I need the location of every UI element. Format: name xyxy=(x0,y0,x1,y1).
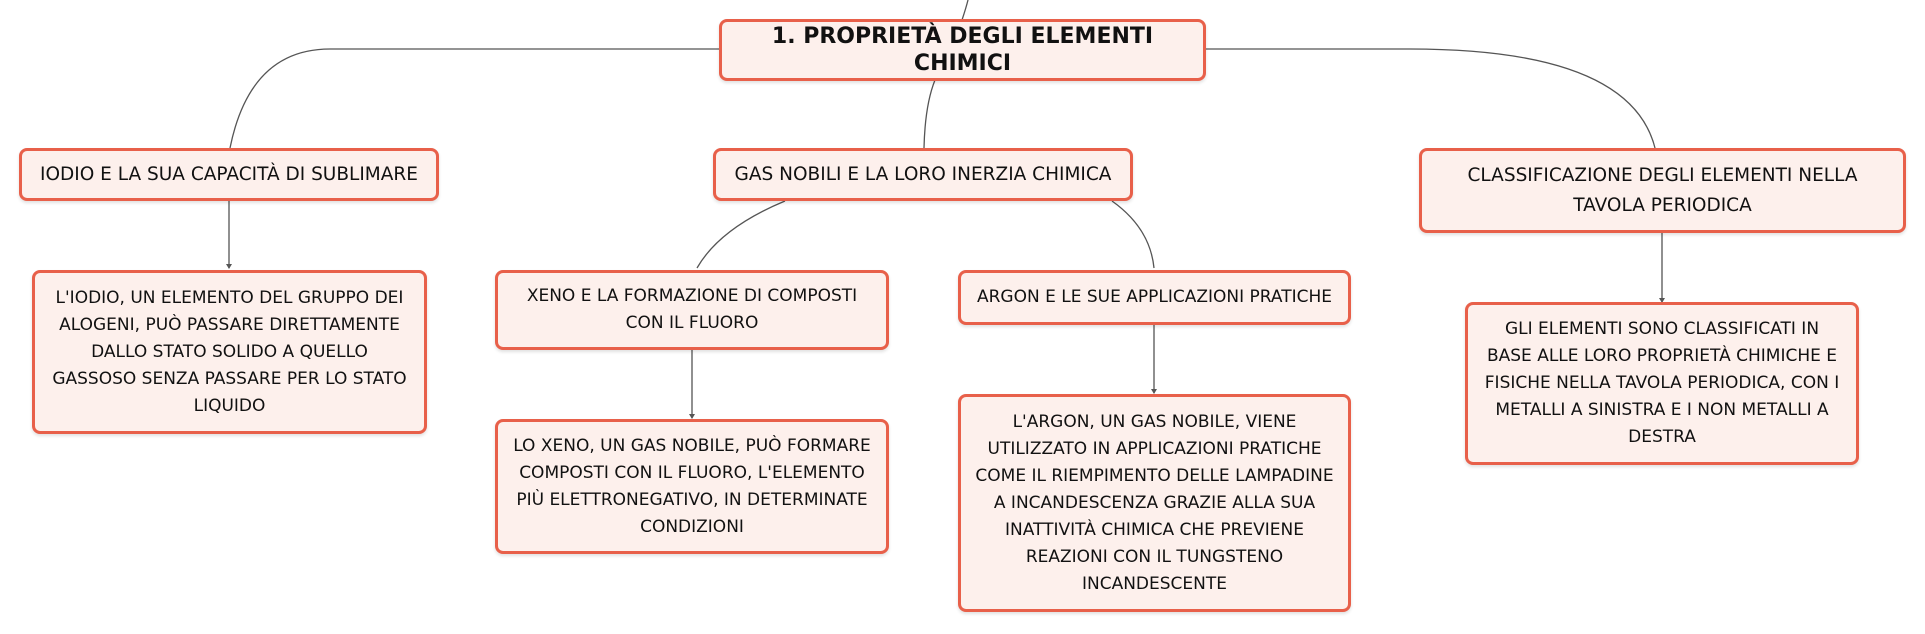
branch-gas-nobili-label: GAS NOBILI E LA LORO INERZIA CHIMICA xyxy=(734,163,1112,185)
root-label: 1. PROPRIETÀ DEGLI ELEMENTI CHIMICI xyxy=(771,24,1154,76)
branch-iodio-node[interactable] xyxy=(19,148,439,201)
arrowhead-iodio-detail xyxy=(226,264,232,269)
connector-root-to-classificazione xyxy=(1205,49,1655,148)
argon-label: ARGON E LE SUE APPLICAZIONI PRATICHE xyxy=(976,287,1333,307)
branch-gas-nobili-node[interactable] xyxy=(713,148,1133,201)
detail-classificazione-node[interactable] xyxy=(1465,302,1859,465)
branch-classificazione-node[interactable] xyxy=(1419,148,1906,233)
root-node[interactable] xyxy=(719,19,1206,81)
detail-iodio-node[interactable] xyxy=(32,270,427,434)
connector-gas-nobili-to-argon xyxy=(1112,201,1154,268)
branch-classificazione-label: CLASSIFICAZIONE DEGLI ELEMENTI NELLA TAVOLA PERIODICA xyxy=(1467,164,1858,216)
detail-argon-node[interactable] xyxy=(958,394,1351,612)
argon-node[interactable] xyxy=(958,270,1351,325)
xeno-node[interactable] xyxy=(495,270,889,350)
detail-xeno-text: LO XENO, UN GAS NOBILE, PUÒ FORMARE COMPOSTI CON IL FLUORO, L'ELEMENTO PIÙ ELETTRONEGATIVO, IN DETERMINATE CONDIZIONI xyxy=(513,435,871,537)
connector-parent-to-root xyxy=(962,0,968,20)
branch-iodio-label: IODIO E LA SUA CAPACITÀ DI SUBLIMARE xyxy=(40,163,418,185)
detail-classificazione-text: GLI ELEMENTI SONO CLASSIFICATI IN BASE ALLE LORO PROPRIETÀ CHIMICHE E FISICHE NELLA TAVOLA PERIODICA, CON I METALLI A SINISTRA E I NON METALLI A DESTRA xyxy=(1484,319,1840,447)
xeno-label: XENO E LA FORMAZIONE DI COMPOSTI CON IL FLUORO xyxy=(526,286,858,333)
connector-gas-nobili-to-xeno xyxy=(697,201,785,268)
detail-argon-text: L'ARGON, UN GAS NOBILE, VIENE UTILIZZATO IN APPLICAZIONI PRATICHE COME IL RIEMPIMENTO DELLE LAMPADINE A INCANDESCENZA GRAZIE ALLA SUA INATTIVITÀ CHIMICA CHE PREVIENE REAZIONI CON IL TUNGSTENO INCANDESCENTE xyxy=(975,411,1334,594)
detail-xeno-node[interactable] xyxy=(495,419,889,554)
detail-iodio-text: L'IODIO, UN ELEMENTO DEL GRUPPO DEI ALOGENI, PUÒ PASSARE DIRETTAMENTE DALLO STATO SOLIDO A QUELLO GASSOSO SENZA PASSARE PER LO STATO LIQUIDO xyxy=(52,287,407,416)
connector-root-to-gas-nobili xyxy=(924,80,935,148)
connector-root-to-iodio xyxy=(230,49,720,148)
